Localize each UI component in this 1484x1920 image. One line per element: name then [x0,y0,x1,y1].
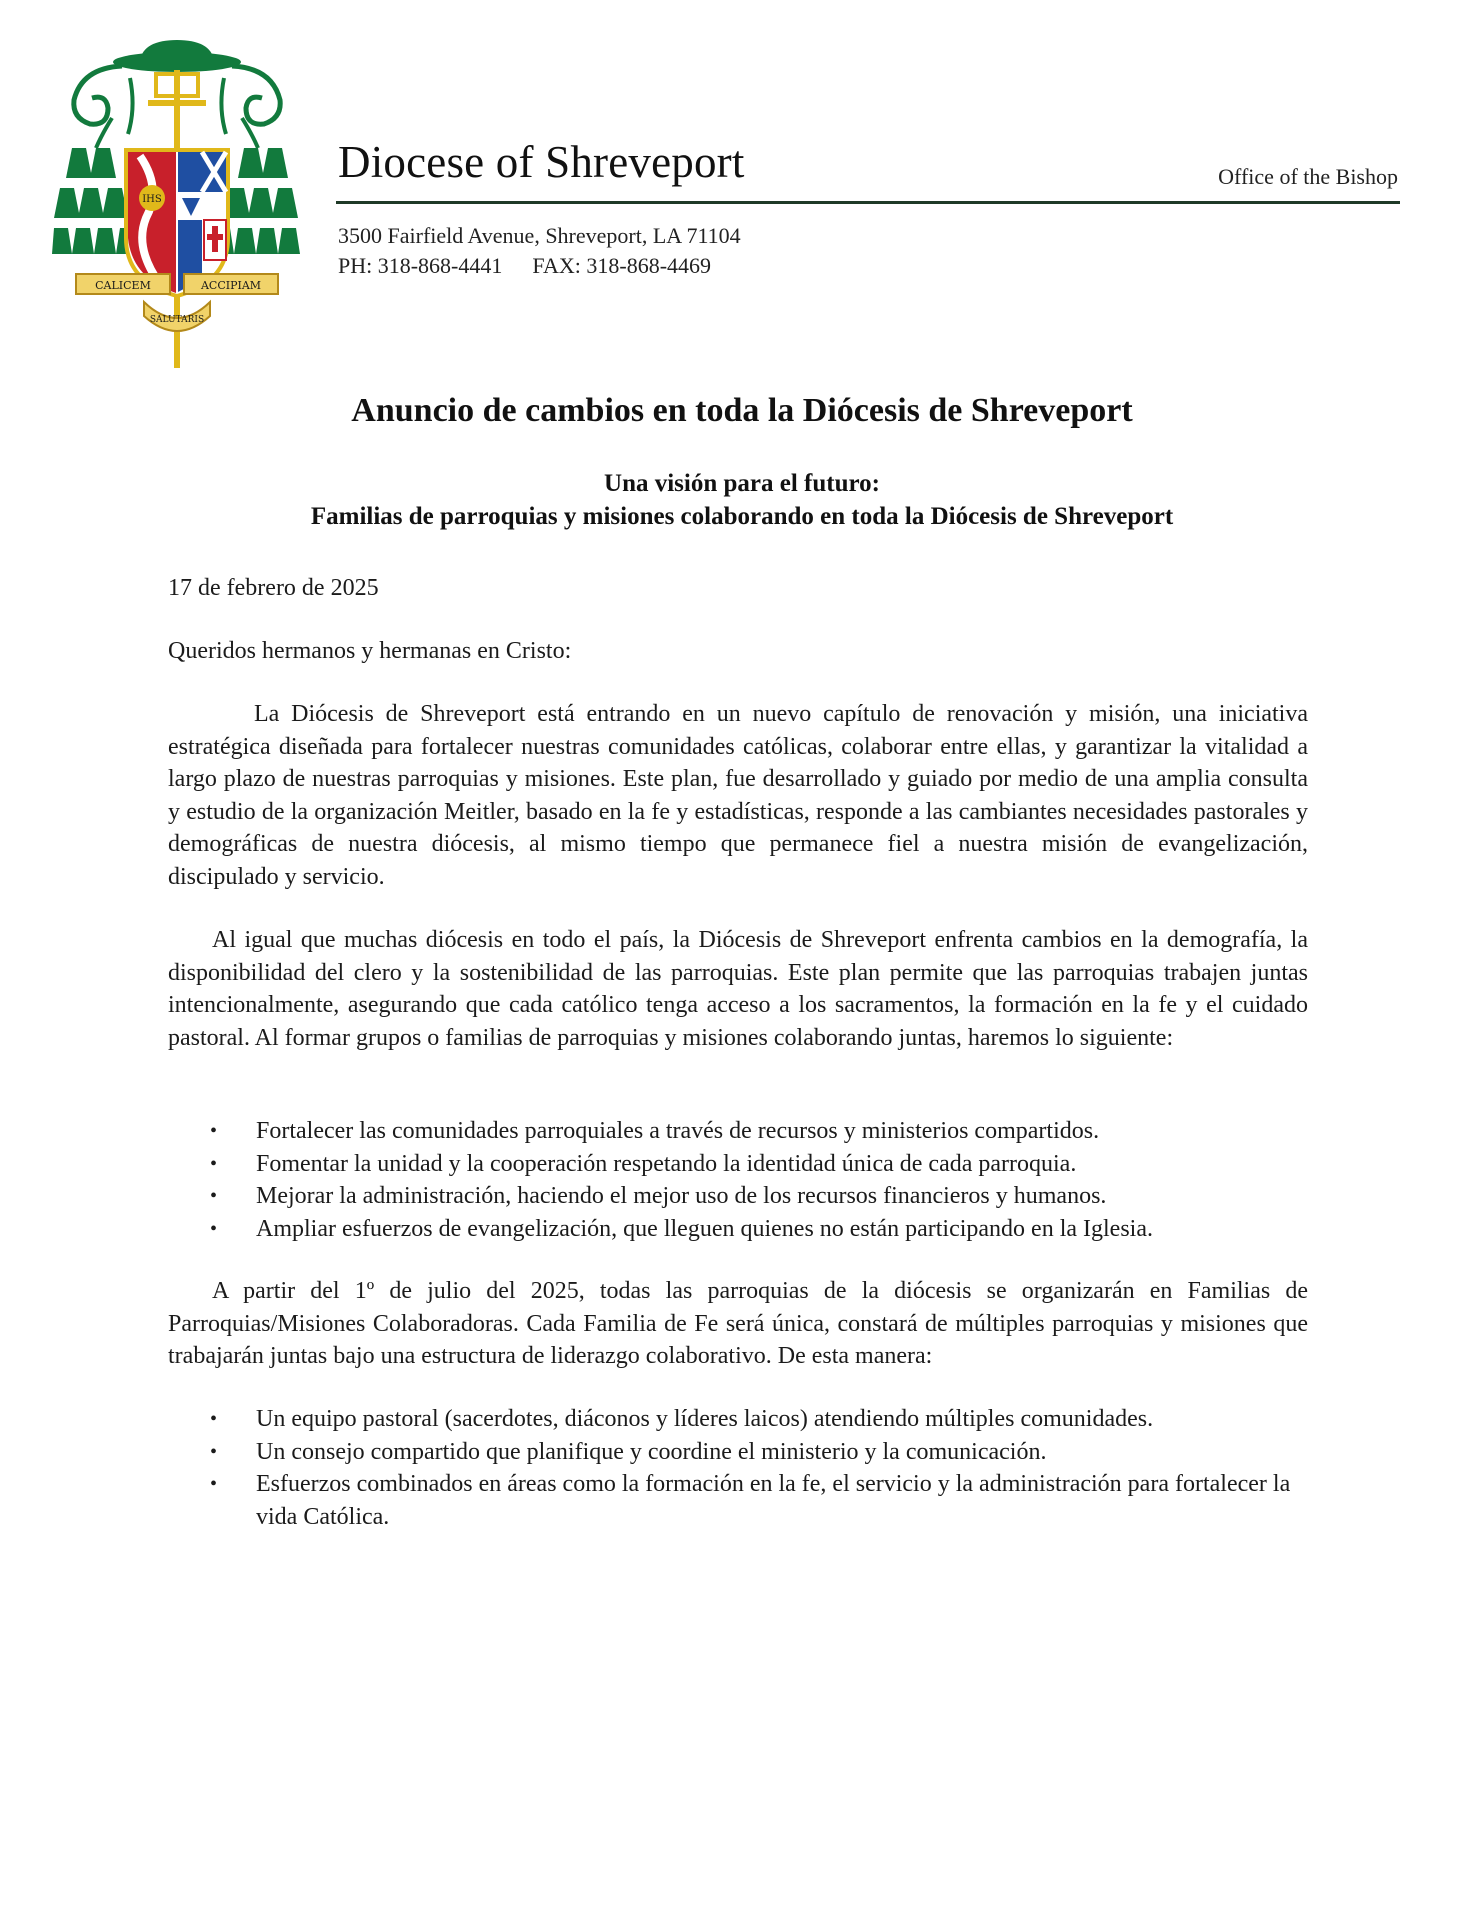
office-name: Office of the Bishop [1218,164,1398,189]
contact-block [338,221,741,281]
svg-text:SALUTARIS: SALUTARIS [149,315,205,325]
structure-list [168,1403,1318,1533]
svg-text:CALICEM: CALICEM [95,279,151,292]
subtitle-line-1: Una visión para el futuro: [604,470,880,497]
letter-date: 17 de febrero de 2025 [168,575,379,601]
svg-text:ACCIPIAM: ACCIPIAM [200,279,262,292]
letterhead-divider [336,201,1400,204]
list-item: • Fortalecer las comunidades parroquiales a través de recursos y ministerios compartidos. [168,1115,1318,1148]
list-item: • Esfuerzos combinados en áreas como la formación en la fe, el servicio y la administración para fortalecer la vida Católica. [168,1468,1318,1533]
fax: FAX: 318-868-4469 [532,253,712,278]
list-item: • Fomentar la unidad y la cooperación respetando la identidad única de cada parroquia. [168,1148,1318,1181]
svg-text:IHS: IHS [142,194,162,205]
paragraph-2: Al igual que muchas diócesis en todo el país, la Diócesis de Shreveport enfrenta cambios en la demografía, la disponibilidad del clero y la sostenibilidad de las parroquias. Este plan permite que las parroquias trabajen juntas intencionalmente, asegurando que cada católico tenga acceso a los sacramentos, la formación en la fe y el cuidado pastoral. Al formar grupos o familias de parroquias y misiones colaborando juntas, haremos lo siguiente: [168,927,1308,1051]
subtitle-line-2: Familias de parroquias y misiones colaborando en toda la Diócesis de Shreveport [310,503,1174,530]
list-item: • Ampliar esfuerzos de evangelización, que lleguen quienes no están participando en la Iglesia. [168,1213,1318,1246]
salutation: Queridos hermanos y hermanas en Cristo: [168,638,572,664]
organization-name: Diocese of Shreveport [338,137,745,187]
document-title: Anuncio de cambios en toda la Diócesis de Shreveport [351,392,1133,429]
list-item: • Mejorar la administración, haciendo el mejor uso de los recursos financieros y humanos. [168,1180,1318,1213]
phone: PH: 318-868-4441 [338,253,503,278]
list-item: • Un consejo compartido que planifique y coordine el ministerio y la comunicación. [168,1436,1318,1469]
paragraph-3: A partir del 1º de julio del 2025, todas las parroquias de la diócesis se organizarán en Familias de Parroquias/Misiones Colaboradoras. Cada Familia de Fe será única, constará de múltiples parroquias y misiones que trabajarán juntas bajo una estructura de liderazgo colaborativo. De esta manera: [168,1278,1308,1369]
paragraph-1: La Diócesis de Shreveport está entrando en un nuevo capítulo de renovación y misión, una iniciativa estratégica diseñada para fortalecer nuestras comunidades católicas, colaborar entre ellas, y garantizar la vitalidad a largo plazo de nuestras parroquias y misiones. Este plan, fue desarrollado y guiado por medio de una amplia consulta y estudio de la organización Meitler, basado en la fe y estadísticas, responde a las cambiantes necesidades pastorales y demográficas de nuestra diócesis, al mismo tiempo que permanece fiel a nuestra misión de evangelización, discipulado y servicio. [168,701,1308,890]
list-item: • Un equipo pastoral (sacerdotes, diáconos y líderes laicos) atendiendo múltiples comunidades. [168,1403,1318,1436]
goals-list [168,1115,1318,1245]
coat-of-arms-icon [52,38,302,370]
address: 3500 Fairfield Avenue, Shreveport, LA 71104 [338,223,741,248]
